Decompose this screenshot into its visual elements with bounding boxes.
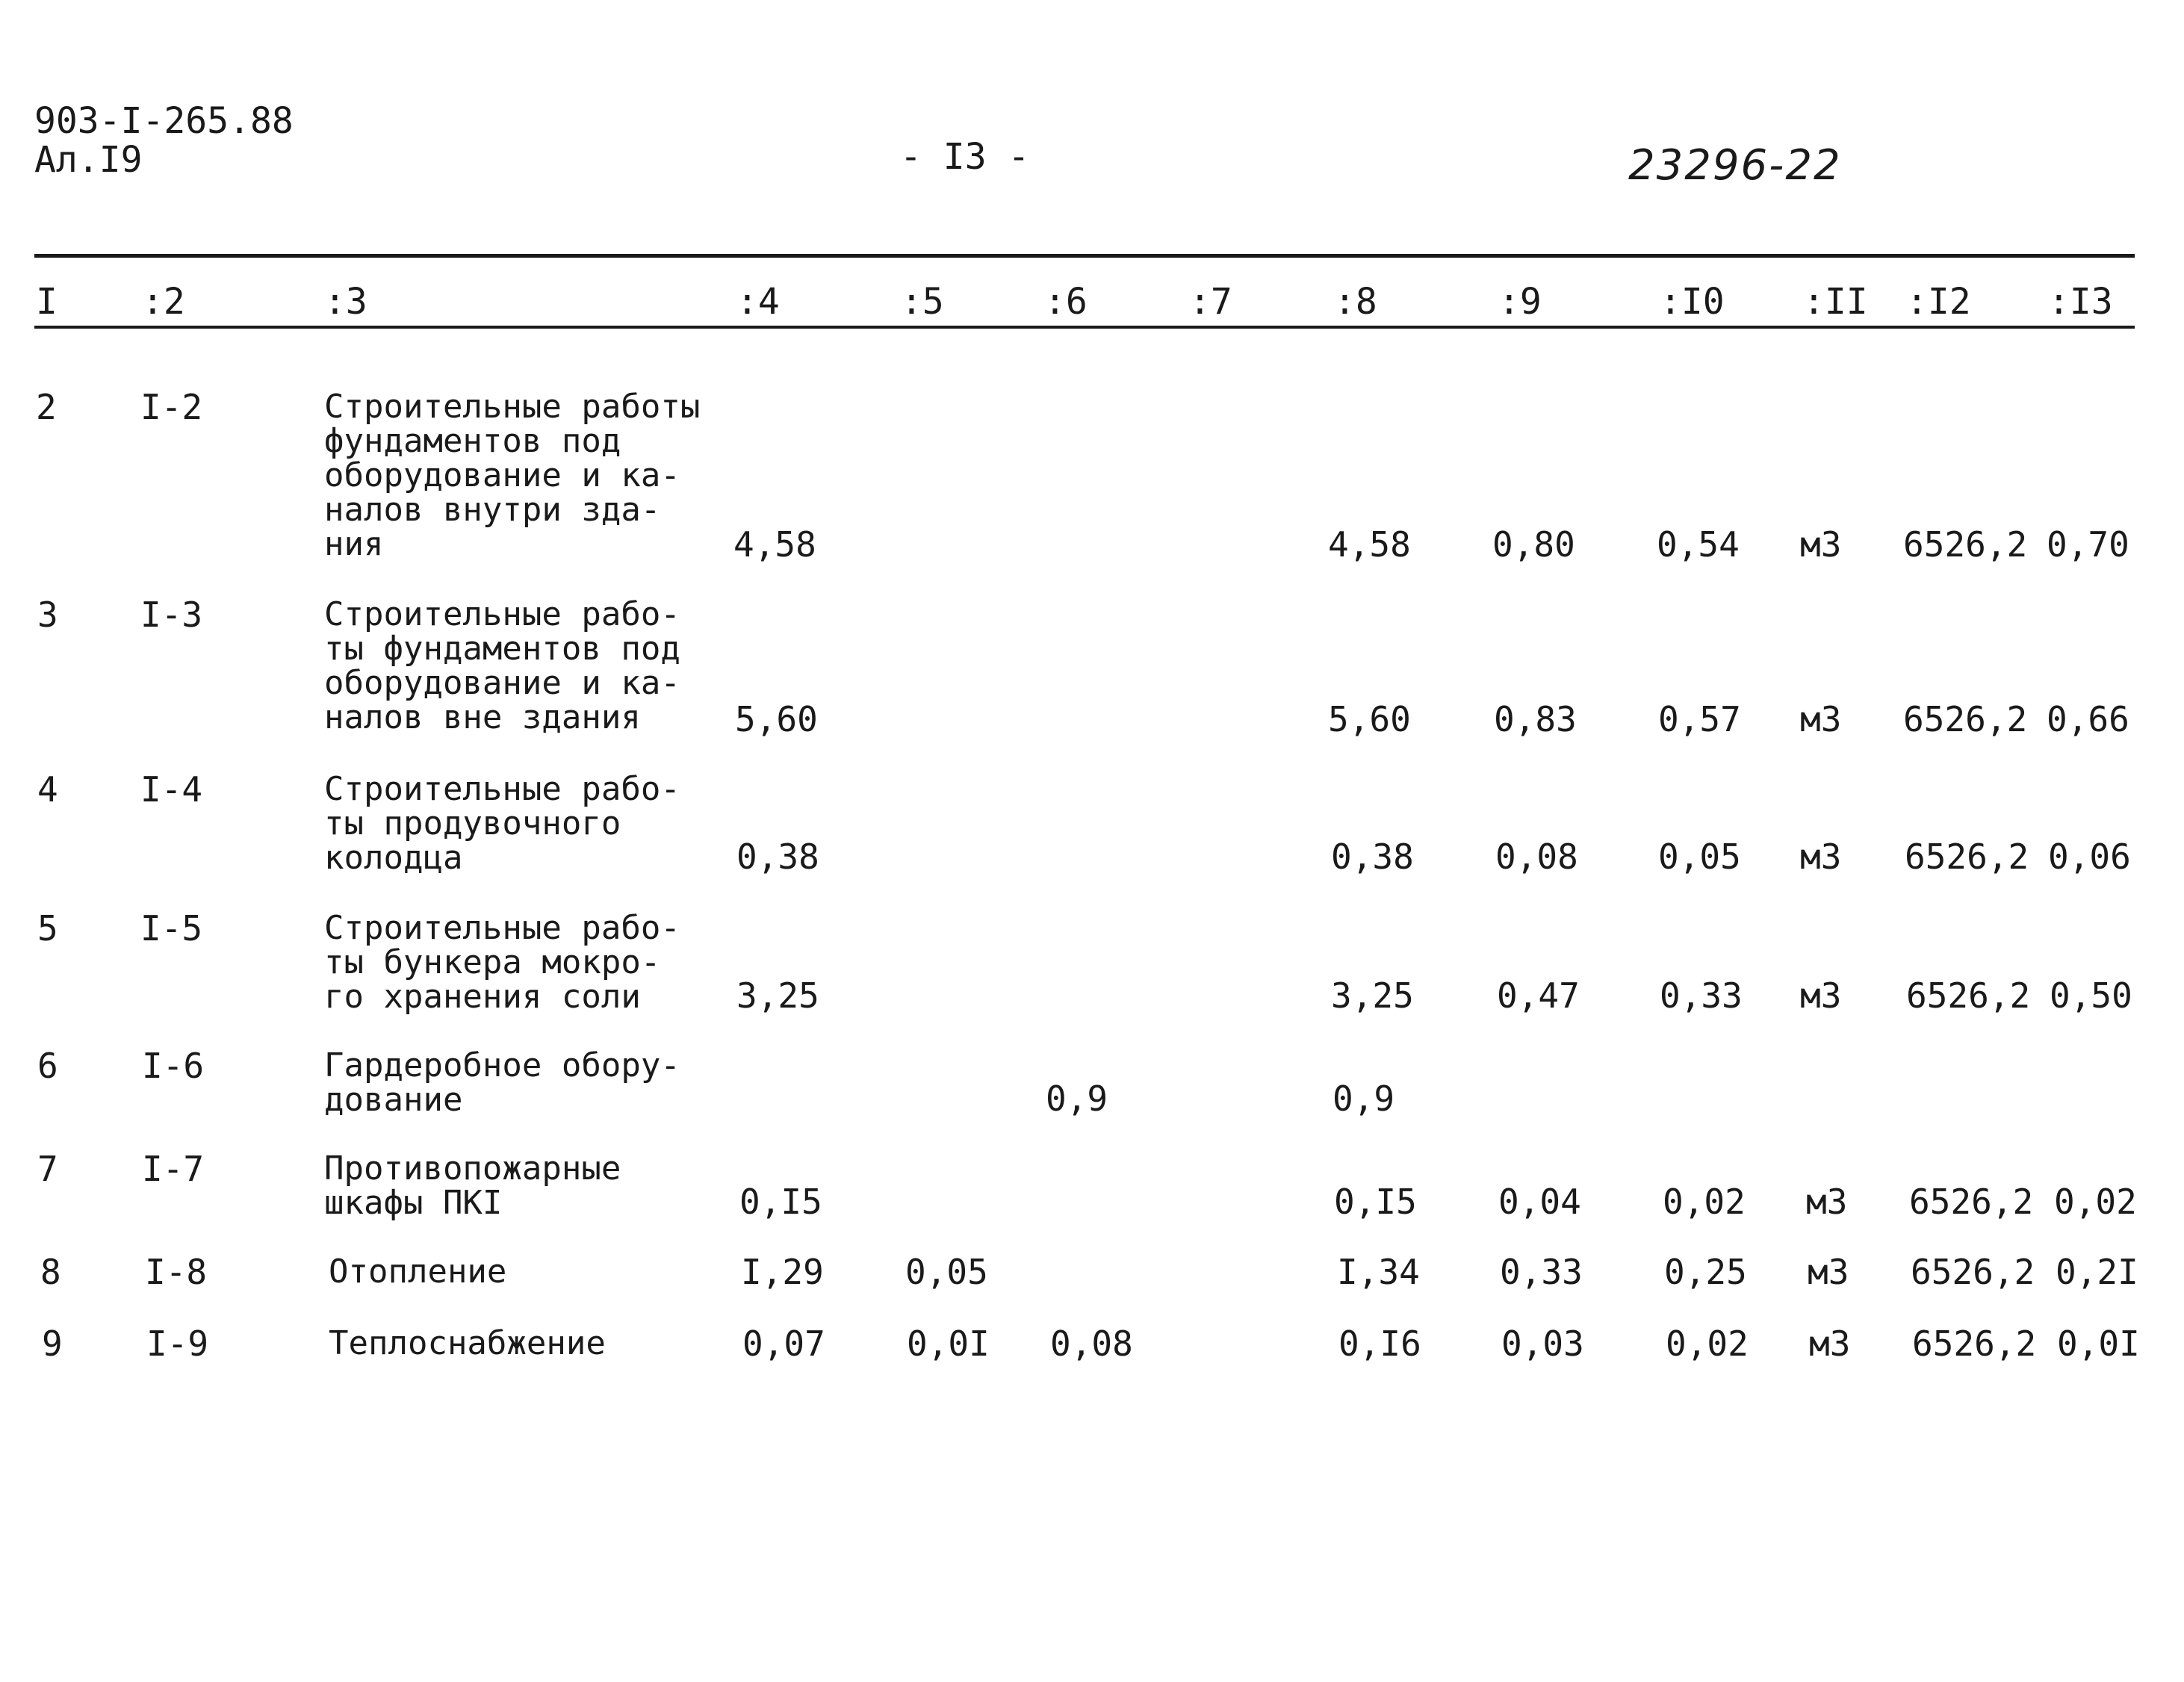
- column-header-6: :6: [1044, 281, 1088, 323]
- cell-col-11: м3: [1800, 975, 1842, 1016]
- row-code: I-3: [140, 595, 203, 635]
- cell-col-11: м3: [1808, 1252, 1849, 1292]
- row-description: Строительные рабо- ты продувочного колодца: [324, 770, 680, 877]
- cell-col-9: 0,47: [1497, 975, 1580, 1016]
- cell-col-11: м3: [1800, 524, 1842, 565]
- cell-col-9: 0,03: [1501, 1323, 1584, 1364]
- cell-col-8: 0,9: [1333, 1079, 1395, 1119]
- row-description: Строительные рабо- ты бункера мокро- го хранения соли: [324, 909, 680, 1016]
- cell-col-11: м3: [1806, 1182, 1848, 1222]
- cell-col-11: м3: [1800, 837, 1842, 877]
- row-code: I-9: [146, 1323, 209, 1364]
- cell-col-4: I,29: [741, 1252, 824, 1292]
- column-header-1: I: [36, 281, 58, 323]
- row-description: Противопожарные шкафы ПКI: [324, 1149, 621, 1222]
- cell-col-4: 0,38: [736, 837, 819, 877]
- cell-col-12: 6526,2: [1905, 837, 2029, 877]
- cell-col-10: 0,05: [1658, 837, 1741, 877]
- row-description: Теплоснабжение: [329, 1324, 606, 1362]
- cell-col-10: 0,25: [1664, 1252, 1747, 1292]
- column-header-10: :I0: [1660, 281, 1725, 323]
- document-code: 903-I-265.88: [34, 100, 294, 142]
- row-number: 3: [37, 595, 58, 635]
- cell-col-12: 6526,2: [1909, 1182, 2034, 1222]
- cell-col-9: 0,80: [1492, 524, 1575, 565]
- cell-col-8: 0,38: [1331, 837, 1414, 877]
- row-code: I-8: [145, 1252, 208, 1292]
- cell-col-13: 0,50: [2050, 975, 2132, 1016]
- cell-col-11: м3: [1809, 1323, 1851, 1364]
- cell-col-13: 0,2I: [2056, 1252, 2138, 1292]
- cell-col-13: 0,0I: [2057, 1323, 2140, 1364]
- cell-col-10: 0,54: [1657, 524, 1740, 565]
- row-number: 6: [37, 1046, 58, 1086]
- table-top-rule: [34, 254, 2135, 258]
- cell-col-13: 0,66: [2047, 699, 2129, 739]
- cell-col-13: 0,02: [2054, 1182, 2137, 1222]
- row-number: 7: [37, 1149, 58, 1189]
- cell-col-9: 0,83: [1494, 699, 1577, 739]
- cell-col-12: 6526,2: [1906, 975, 2031, 1016]
- cell-col-4: 5,60: [735, 699, 818, 739]
- cell-col-13: 0,06: [2048, 837, 2131, 877]
- column-header-4: :4: [736, 281, 780, 323]
- column-header-9: :9: [1498, 281, 1542, 323]
- cell-col-9: 0,08: [1495, 837, 1578, 877]
- cell-col-5: 0,0I: [907, 1323, 990, 1364]
- page-number: - I3 -: [900, 136, 1030, 178]
- cell-col-6: 0,9: [1046, 1079, 1108, 1119]
- column-header-2: :2: [142, 281, 185, 323]
- cell-col-9: 0,04: [1498, 1182, 1581, 1222]
- cell-col-10: 0,02: [1663, 1182, 1746, 1222]
- row-number: 4: [37, 769, 58, 810]
- cell-col-12: 6526,2: [1903, 699, 2028, 739]
- row-number: 9: [42, 1323, 63, 1364]
- column-header-7: :7: [1189, 281, 1232, 323]
- cell-col-11: м3: [1800, 699, 1842, 739]
- cell-col-12: 6526,2: [1903, 524, 2028, 565]
- row-code: I-4: [140, 769, 203, 810]
- row-code: I-7: [142, 1149, 205, 1189]
- row-description: Отопление: [329, 1253, 507, 1291]
- cell-col-9: 0,33: [1500, 1252, 1583, 1292]
- cell-col-10: 0,57: [1658, 699, 1741, 739]
- cell-col-8: I,34: [1337, 1252, 1420, 1292]
- column-header-13: :I3: [2048, 281, 2113, 323]
- column-header-5: :5: [901, 281, 944, 323]
- row-description: Строительные рабо- ты фундаментов под оборудование и ка- налов вне здания: [324, 595, 680, 736]
- cell-col-4: 4,58: [733, 524, 816, 565]
- cell-col-8: 5,60: [1328, 699, 1411, 739]
- row-description: Строительные работы фундаментов под оборудование и ка- налов внутри зда- ния: [324, 388, 701, 563]
- cell-col-12: 6526,2: [1912, 1323, 2037, 1364]
- cell-col-4: 0,I5: [739, 1182, 822, 1222]
- row-code: I-6: [142, 1046, 205, 1086]
- table-header-rule: [34, 326, 2135, 329]
- row-description: Гардеробное обору- дование: [324, 1046, 680, 1119]
- column-header-3: :3: [324, 281, 367, 323]
- cell-col-4: 0,07: [742, 1323, 825, 1364]
- column-header-11: :II: [1803, 281, 1868, 323]
- row-code: I-5: [140, 908, 203, 949]
- cell-col-13: 0,70: [2047, 524, 2129, 565]
- row-number: 8: [40, 1252, 61, 1292]
- cell-col-6: 0,08: [1050, 1323, 1133, 1364]
- inventory-number: 23296-22: [1628, 141, 1842, 190]
- column-header-12: :I2: [1906, 281, 1971, 323]
- cell-col-8: 4,58: [1328, 524, 1411, 565]
- row-number: 2: [36, 387, 57, 427]
- cell-col-8: 0,I5: [1334, 1182, 1417, 1222]
- row-number: 5: [37, 908, 58, 949]
- cell-col-10: 0,02: [1666, 1323, 1749, 1364]
- sheet-label: Ал.I9: [34, 139, 143, 181]
- cell-col-5: 0,05: [905, 1252, 988, 1292]
- column-header-8: :8: [1334, 281, 1377, 323]
- cell-col-10: 0,33: [1660, 975, 1743, 1016]
- cell-col-8: 3,25: [1331, 975, 1414, 1016]
- row-code: I-2: [140, 387, 203, 427]
- cell-col-12: 6526,2: [1911, 1252, 2035, 1292]
- cell-col-4: 3,25: [736, 975, 819, 1016]
- cell-col-8: 0,I6: [1338, 1323, 1421, 1364]
